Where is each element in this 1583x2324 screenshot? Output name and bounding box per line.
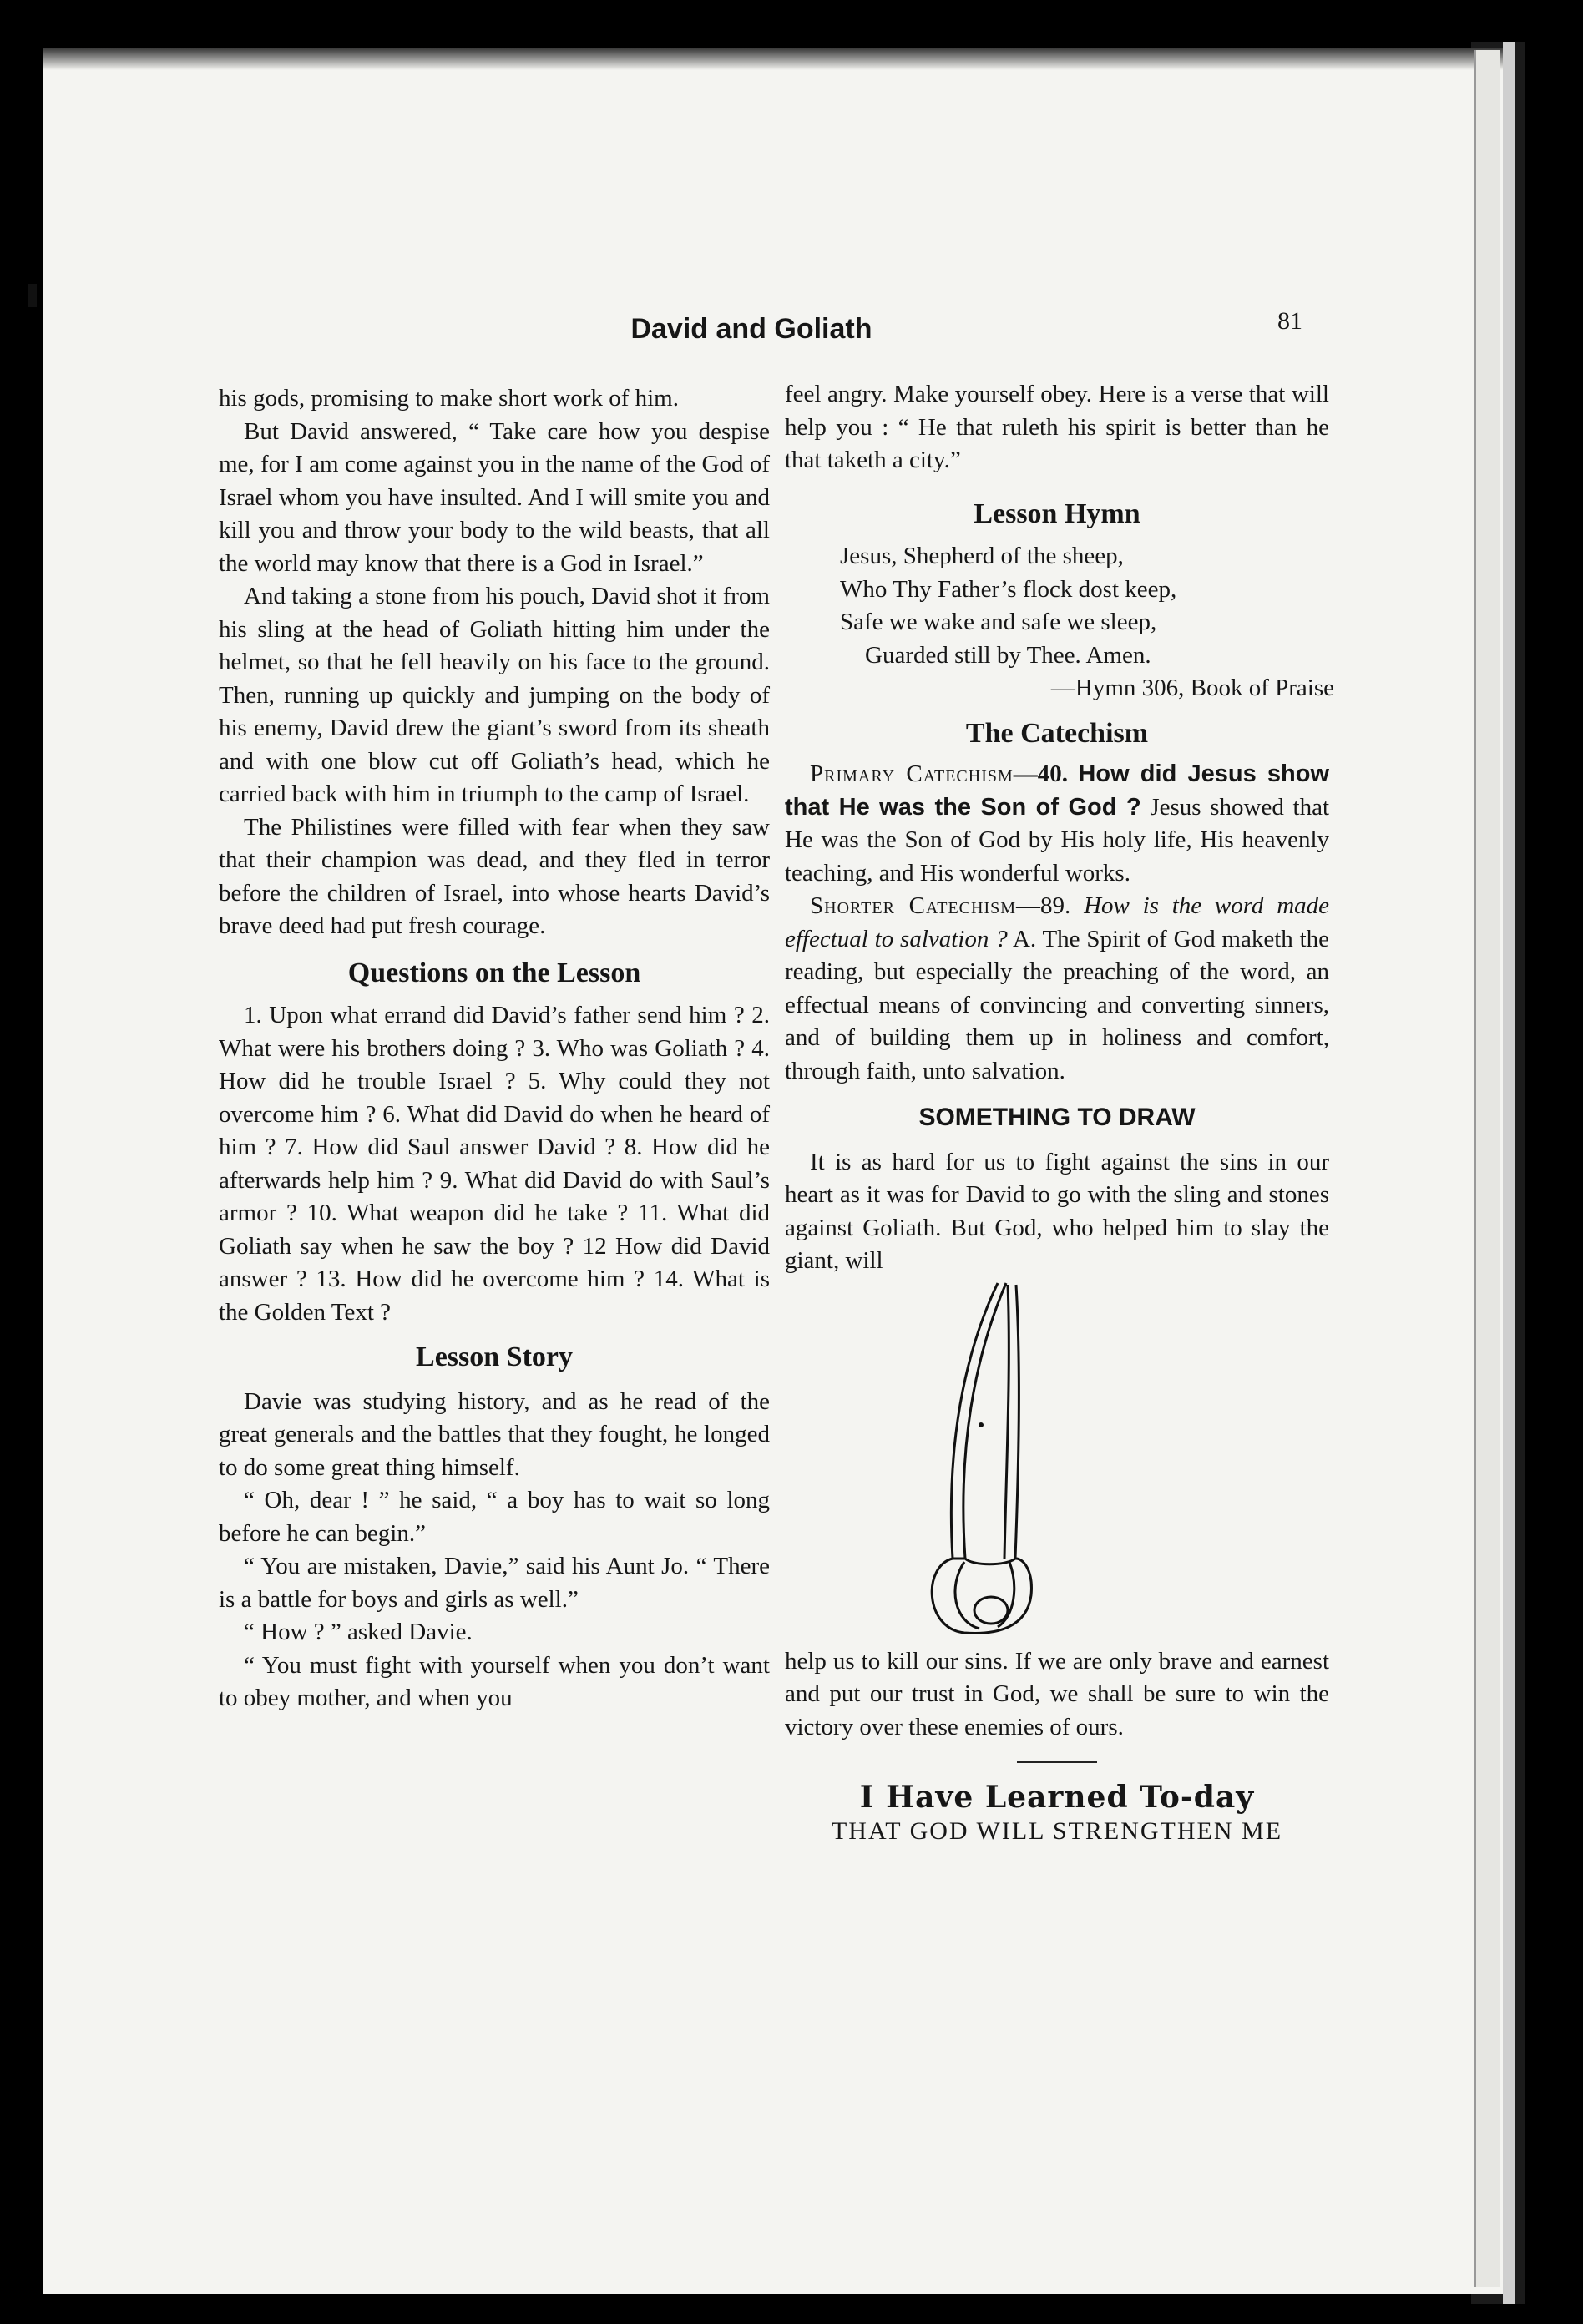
sling-drawing xyxy=(881,1278,1056,1645)
learned-text: THAT GOD WILL STRENGTHEN ME xyxy=(831,1816,1283,1845)
lesson-story-paragraph: “ You must fight with yourself when you don’t want to obey mother, and when you xyxy=(219,1651,770,1711)
story-continuation: feel angry. Make yourself obey. Here is a verse that will help you : “ He that ruleth his spirit is better than he that taketh a city.” xyxy=(785,381,1329,473)
shorter-catechism-answer: A. The Spirit of God maketh the reading, but especially the preaching of the word, an effectual means of convincing and converting sinners, and of building them up in holiness and comfort, through faith, unto salvation. xyxy=(785,925,1330,1084)
draw-heading: SOMETHING TO DRAW xyxy=(918,1104,1196,1131)
shorter-catechism-number: —89. xyxy=(1016,892,1071,919)
shorter-catechism-question: How is the word made effectual to salvation ? xyxy=(785,892,1330,952)
lesson-story-heading: Lesson Story xyxy=(416,1341,573,1372)
page-curl xyxy=(1474,50,1500,2287)
right-column xyxy=(785,378,1334,1847)
hymn-line: Who Thy Father’s flock dost keep, xyxy=(840,575,1177,603)
draw-text: It is as hard for us to fight against the sins in our heart as it was for David to go with the sling and stones against Goliath. But God, who helped him to slay the giant, will xyxy=(785,1148,1329,1274)
shorter-catechism xyxy=(785,890,1329,1088)
binding-mark xyxy=(28,284,37,307)
lesson-story-paragraph: “ How ? ” asked Davie. xyxy=(244,1619,473,1645)
primary-catechism-number: —40. xyxy=(1013,760,1069,787)
sling-pouch-fold xyxy=(955,1562,979,1629)
hymn-line: Safe we wake and safe we sleep, xyxy=(840,609,1157,635)
primary-catechism-question: How did Jesus show that He was the Son of God ? xyxy=(785,760,1330,821)
lesson-story-paragraph: “ Oh, dear ! ” he said, “ a boy has to wait so long before he can begin.” xyxy=(219,1487,770,1547)
questions-text: 1. Upon what errand did David’s father send him ? 2. What were his brothers doing ? 3. Who was Goliath ? 4. How did he trouble Israel ? 5. Why could they not overcome him ? 6. What did David do when he heard of him ? 7. How did Saul answer David ? 8. How did he afterwards help him ? 9. What did David do with Saul’s armor ? 10. What weapon did he take ? 11. What did Goliath say when he saw the boy ? 12 How did David answer ? 13. How did he overcome him ? 14. What is the Golden Text ? xyxy=(219,1002,770,1326)
left-column xyxy=(219,382,770,1715)
hymn-line: Guarded still by Thee. Amen. xyxy=(865,641,1151,669)
story-paragraph: The Philistines were filled with fear when they saw that their champion was dead, and they fled in terror before the children of Israel, into whose hearts David’s brave deed had put fresh courage. xyxy=(219,813,770,939)
story-paragraph: But David answered, “ Take care how you despise me, for I am come against you in the name of the God of Israel whom you have insulted. And I will smite you and kill you and throw your body to the wild beasts, that all the world may know that there is a God in Israel.” xyxy=(219,417,770,577)
questions-heading: Questions on the Lesson xyxy=(347,957,641,988)
sling-cord xyxy=(1015,1285,1019,1559)
lesson-story-paragraph: Davie was studying history, and as he read of the great generals and the battles that they fought, he longed to do some great thing himself. xyxy=(219,1387,770,1481)
page-edge xyxy=(1503,42,1515,2304)
hymn-heading: Lesson Hymn xyxy=(974,498,1140,529)
hymn-verse xyxy=(840,540,1329,672)
lesson-story-paragraph: “ You are mistaken, Davie,” said his Aunt Jo. “ There is a battle for boys and girls as well.” xyxy=(219,1553,770,1613)
primary-catechism-label: Primary Catechism xyxy=(810,760,1014,787)
catechism-heading: The Catechism xyxy=(965,717,1149,749)
sling-stone xyxy=(974,1597,1008,1624)
running-title: David and Goliath xyxy=(630,313,872,345)
page-number: 81 xyxy=(1277,307,1302,335)
draw-text: help us to kill our sins. If we are only brave and earnest and put our trust in God, we shall be sure to win the victory over these enemies of ours. xyxy=(785,1647,1329,1740)
learned-heading: I Have Learned To-day xyxy=(859,1780,1255,1815)
divider-rule xyxy=(1017,1761,1097,1763)
dot-mark xyxy=(979,1422,984,1427)
story-paragraph: And taking a stone from his pouch, David shot it from his sling at the head of Goliath hitting him under the helmet, so that he fell heavily on his face to the ground. Then, running up quickly and jumping on the body of his enemy, David drew the giant’s sword from its sheath and with one blow cut off Goliath’s head, which he carried back with him in triumph to the camp of Israel. xyxy=(219,583,770,807)
hymn-source: —Hymn 306, Book of Praise xyxy=(1050,674,1334,701)
story-paragraph: his gods, promising to make short work of him. xyxy=(219,385,679,412)
primary-catechism-answer: Jesus showed that He was the Son of God by His holy life, His heavenly teaching, and His wonderful works. xyxy=(785,793,1329,887)
sling-cord xyxy=(1004,1285,1009,1559)
hymn-line: Jesus, Shepherd of the sheep, xyxy=(840,543,1124,569)
primary-catechism xyxy=(785,758,1329,890)
shorter-catechism-label: Shorter Catechism xyxy=(810,892,1017,919)
sling-cord xyxy=(963,1283,1006,1559)
